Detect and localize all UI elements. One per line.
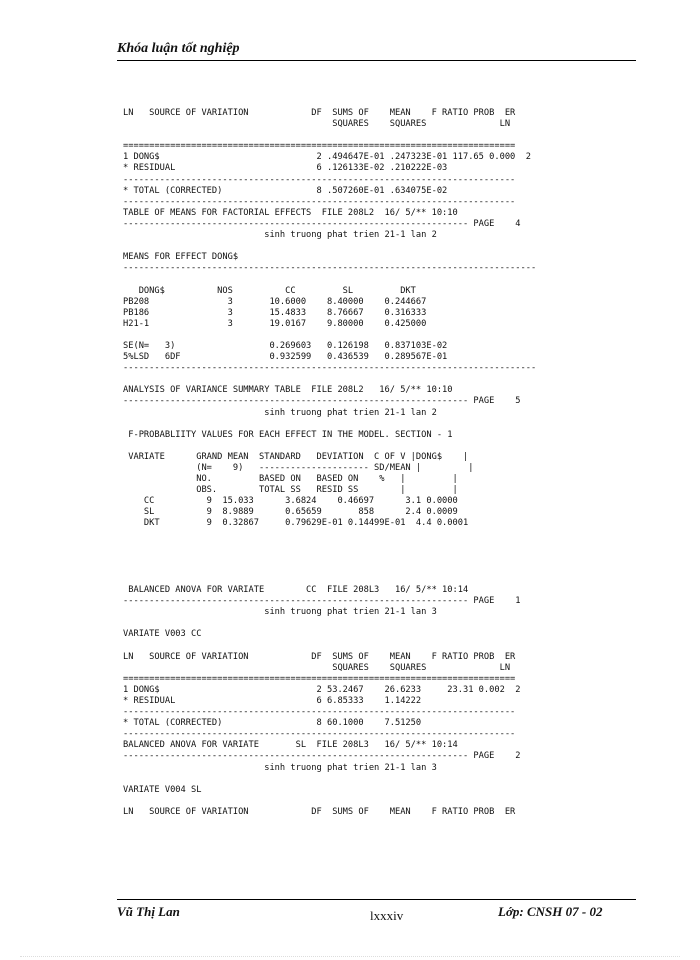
printout-line [123,541,628,552]
printout-line: sinh truong phat trien 21-1 lan 3 [123,762,437,773]
printout-line: SL 9 8.9889 0.65659 858 2.4 0.0009 [123,507,458,518]
printout-line [123,618,628,629]
printout-line: PB186 3 15.4833 8.76667 0.316333 [123,307,427,318]
footer-page-number: lxxxiv [370,908,404,923]
printout-line: * TOTAL (CORRECTED) 8 60.1000 7.51250 [123,718,422,729]
printout-line: ANALYSIS OF VARIANCE SUMMARY TABLE FILE 208L2 16/ 5/** 10:10 [123,385,453,396]
printout-line: MEANS FOR EFFECT DONG$ [123,252,239,263]
printout-line: --------------------------------------------------------------------------- [123,174,516,185]
printout-line: OBS. TOTAL SS RESID SS | | [123,485,458,496]
printout-line: 1 DONG$ 2 53.2467 26.6233 23.31 0.002 2 [123,684,521,695]
anova-printout [123,108,628,818]
footer-author: Vũ Thị Lan [117,904,180,919]
printout-line [123,530,628,541]
printout-line: VARIATE GRAND MEAN STANDARD DEVIATION C OF V |DONG$ | [123,451,469,462]
printout-line: (N= 9) --------------------- SD/MEAN | | [123,463,474,473]
printout-line [123,774,628,785]
printout-line: ------------------------------------------------------------------ PAGE 5 [123,396,521,407]
printout-line [123,130,628,141]
printout-line: 5%LSD 6DF 0.932599 0.436539 0.289567E-01 [123,352,448,363]
printout-line: DKT 9 0.32867 0.79629E-01 0.14499E-01 4.4 0.0001 [123,518,469,529]
printout-line: BALANCED ANOVA FOR VARIATE CC FILE 208L3 16/ 5/** 10:14 [123,585,469,596]
printout-line [123,563,628,574]
printout-line: * RESIDUAL 6 .126133E-02 .210222E-03 [123,163,448,174]
header-divider [117,60,636,61]
printout-line: ------------------------------------------------------------------ PAGE 2 [123,751,521,762]
printout-line: 1 DONG$ 2 .494647E-01 .247323E-01 117.65 0.000 2 [123,152,531,163]
printout-line: TABLE OF MEANS FOR FACTORIAL EFFECTS FILE 208L2 16/ 5/** 10:10 [123,207,458,218]
page-header-title: Khóa luận tốt nghiệp [117,41,240,56]
printout-line: ------------------------------------------------------------------------------- [123,363,537,374]
printout-line [123,641,628,652]
footer-divider [117,899,636,900]
page-edge-dots [20,956,680,957]
printout-line: BALANCED ANOVA FOR VARIATE SL FILE 208L3 16/ 5/** 10:14 [123,740,458,751]
printout-line [123,574,628,585]
printout-line: LN SOURCE OF VARIATION DF SUMS OF MEAN F RATIO PROB ER [123,806,516,817]
printout-line: SQUARES SQUARES LN [123,119,511,130]
printout-line [123,374,628,385]
printout-line: NO. BASED ON BASED ON % | | [123,474,458,485]
printout-line: LN SOURCE OF VARIATION DF SUMS OF MEAN F RATIO PROB ER [123,108,516,118]
printout-line: sinh truong phat trien 21-1 lan 3 [123,607,437,618]
printout-line: CC 9 15.033 3.6824 0.46697 3.1 0.0000 [123,496,458,507]
printout-line [123,241,628,252]
printout-line [123,552,628,563]
printout-line: --------------------------------------------------------------------------- [123,196,516,207]
printout-line: * RESIDUAL 6 6.85333 1.14222 [123,695,422,706]
printout-line: VARIATE V003 CC [123,629,202,640]
printout-line [123,330,628,341]
printout-line: VARIATE V004 SL [123,784,202,795]
printout-line: SE(N= 3) 0.269603 0.126198 0.837103E-02 [123,340,448,351]
printout-line: ------------------------------------------------------------------------------- [123,263,537,274]
printout-line [123,441,628,452]
printout-line [123,419,628,430]
printout-line: LN SOURCE OF VARIATION DF SUMS OF MEAN F RATIO PROB ER [123,651,516,662]
printout-line: H21-1 3 19.0167 9.80000 0.425000 [123,318,427,329]
footer-class: Lớp: CNSH 07 - 02 [498,904,603,919]
printout-line: --------------------------------------------------------------------------- [123,707,516,718]
printout-line [123,796,628,807]
printout-line: DONG$ NOS CC SL DKT [123,285,416,296]
printout-line: ------------------------------------------------------------------ PAGE 1 [123,596,521,607]
printout-line: sinh truong phat trien 21-1 lan 2 [123,407,437,418]
printout-line [123,274,628,285]
printout-line: ------------------------------------------------------------------ PAGE 4 [123,218,521,229]
printout-line: SQUARES SQUARES LN [123,662,511,673]
printout-line: =========================================================================== [123,141,516,152]
printout-line: PB208 3 10.6000 8.40000 0.244667 [123,296,427,307]
printout-line: F-PROBABLIITY VALUES FOR EACH EFFECT IN THE MODEL. SECTION - 1 [123,429,453,440]
printout-line: * TOTAL (CORRECTED) 8 .507260E-01 .634075E-02 [123,185,448,196]
printout-line: sinh truong phat trien 21-1 lan 2 [123,230,437,241]
printout-line: =========================================================================== [123,673,516,684]
printout-line: --------------------------------------------------------------------------- [123,729,516,740]
